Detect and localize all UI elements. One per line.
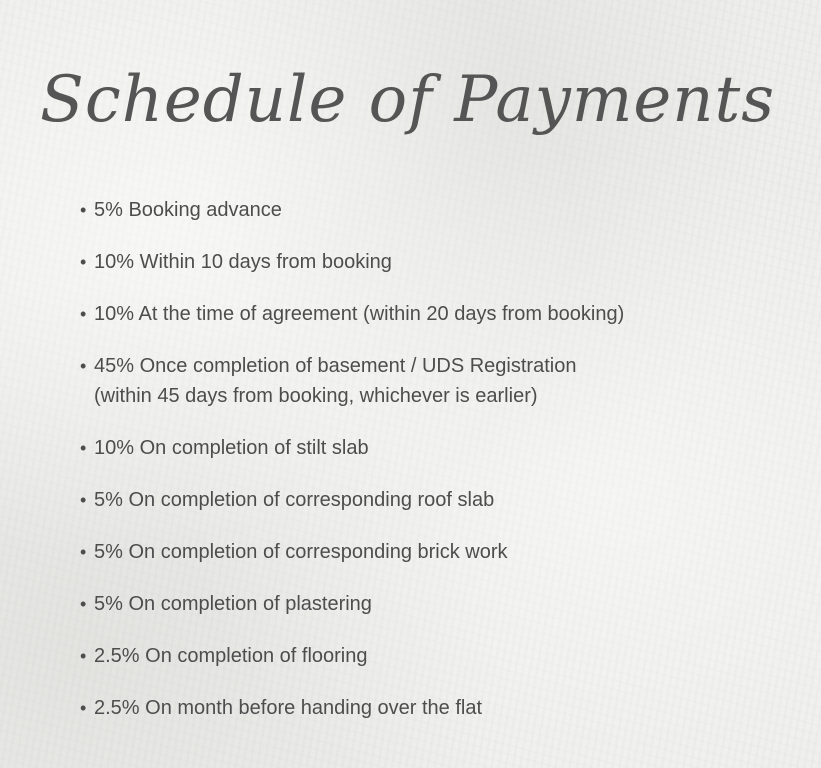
list-item bbox=[80, 589, 780, 619]
payment-term bbox=[94, 693, 780, 723]
page-title: Schedule of Payments bbox=[40, 63, 776, 137]
bullet-icon: • bbox=[80, 490, 87, 510]
bullet-icon: • bbox=[80, 438, 87, 458]
bullet-icon: • bbox=[80, 594, 87, 614]
payment-term bbox=[94, 641, 780, 671]
bullet-icon: • bbox=[80, 356, 87, 376]
payment-term-line: (within 45 days from booking, whichever is earlier) bbox=[94, 385, 538, 407]
list-item bbox=[80, 247, 780, 277]
list-item bbox=[80, 485, 780, 515]
list-item bbox=[80, 433, 780, 463]
list-item bbox=[80, 195, 780, 225]
payment-term-line: 10% On completion of stilt slab bbox=[94, 437, 369, 459]
payment-term bbox=[94, 537, 780, 567]
bullet-icon: • bbox=[80, 304, 87, 324]
list-item bbox=[80, 693, 780, 723]
payment-term bbox=[94, 433, 780, 463]
list-item bbox=[80, 351, 780, 411]
payment-term-line: 45% Once completion of basement / UDS Registration bbox=[94, 355, 577, 377]
payment-term-line: 10% At the time of agreement (within 20 days from booking) bbox=[94, 303, 625, 325]
bullet-icon: • bbox=[80, 646, 87, 666]
payment-term bbox=[94, 351, 780, 411]
payment-term bbox=[94, 299, 780, 329]
payment-term bbox=[94, 247, 780, 277]
payment-term-line: 5% Booking advance bbox=[94, 199, 282, 221]
payment-term-line: 5% On completion of plastering bbox=[94, 593, 372, 615]
payment-term-line: 2.5% On completion of flooring bbox=[94, 645, 368, 667]
list-item bbox=[80, 641, 780, 671]
payment-term-line: 5% On completion of corresponding brick work bbox=[94, 541, 508, 563]
payment-term-line: 2.5% On month before handing over the flat bbox=[94, 697, 483, 719]
bullet-icon: • bbox=[80, 698, 87, 718]
payment-term bbox=[94, 195, 780, 225]
bullet-icon: • bbox=[80, 200, 87, 220]
list-item bbox=[80, 299, 780, 329]
payment-term bbox=[94, 485, 780, 515]
payment-term bbox=[94, 589, 780, 619]
payment-term-line: 5% On completion of corresponding roof slab bbox=[94, 489, 495, 511]
bullet-icon: • bbox=[80, 542, 87, 562]
list-item bbox=[80, 537, 780, 567]
payment-schedule-list bbox=[80, 195, 780, 745]
bullet-icon: • bbox=[80, 252, 87, 272]
payment-term-line: 10% Within 10 days from booking bbox=[94, 251, 392, 273]
